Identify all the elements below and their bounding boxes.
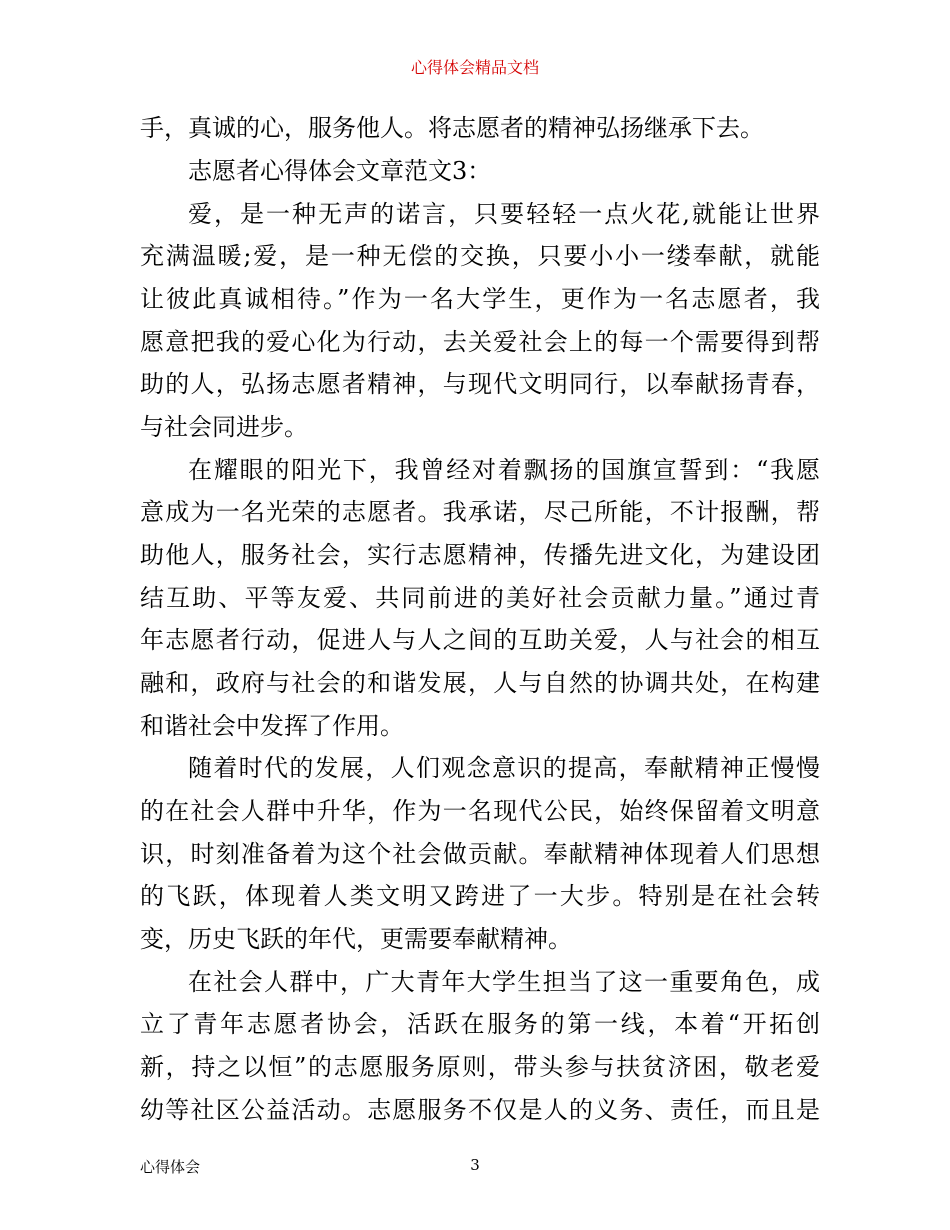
page-header-title: 心得体会精品文档 [410,58,539,77]
text-line-16: 随着时代的发展，人们观念意识的提高，奉献精神正慢慢 [188,754,820,782]
text-line-11: 助他人，服务社会，实行志愿精神，传播先进文化，为建设团 [140,541,820,569]
page-number: 3 [470,1156,480,1174]
text-line-12: 结互助、平等友爱、共同前进的美好社会贡献力量。”通过青 [140,584,820,612]
text-line-20: 变，历史飞跃的年代，更需要奉献精神。 [140,925,572,953]
text-line-23: 新，持之以恒”的志愿服务原则，带头参与扶贫济困，敬老爱 [140,1053,820,1081]
text-line-24: 幼等社区公益活动。志愿服务不仅是人的义务、责任，而且是 [140,1096,820,1124]
text-line-17: 的在社会人群中升华，作为一名现代公民，始终保留着文明意 [140,797,820,825]
text-line-7: 助的人，弘扬志愿者精神，与现代文明同行，以奉献扬青春， [140,370,820,398]
text-line-9: 在耀眼的阳光下，我曾经对着飘扬的国旗宣誓到：“我愿 [188,456,820,484]
text-line-15: 和谐社会中发挥了作用。 [140,712,404,740]
text-line-8: 与社会同进步。 [140,413,308,441]
text-line-18: 识，时刻准备着为这个社会做贡献。奉献精神体现着人们思想 [140,840,820,868]
text-line-10: 意成为一名光荣的志愿者。我承诺，尽己所能，不计报酬，帮 [140,498,820,526]
text-line-21: 在社会人群中，广大青年大学生担当了这一重要角色，成 [188,968,820,996]
text-line-5: 让彼此真诚相待。”作为一名大学生，更作为一名志愿者，我 [140,285,820,313]
text-line-1: 手，真诚的心，服务他人。将志愿者的精神弘扬继承下去。 [140,114,764,142]
text-line-13: 年志愿者行动，促进人与人之间的互助关爱，人与社会的相互 [140,626,820,654]
section-heading: 志愿者心得体会文章范文3： [188,157,492,185]
text-line-6: 愿意把我的爱心化为行动，去关爱社会上的每一个需要得到帮 [140,328,820,356]
text-line-4: 充满温暖;爱，是一种无偿的交换，只要小小一缕奉献，就能 [140,242,820,270]
text-line-14: 融和，政府与社会的和谐发展，人与自然的协调共处，在构建 [140,669,820,697]
text-line-3: 爱，是一种无声的诺言，只要轻轻一点火花,就能让世界 [188,200,820,228]
footer-label: 心得体会 [140,1158,201,1176]
text-line-22: 立了青年志愿者协会，活跃在服务的第一线，本着“开拓创 [140,1010,820,1038]
text-line-19: 的飞跃，体现着人类文明又跨进了一大步。特别是在社会转 [140,882,820,910]
